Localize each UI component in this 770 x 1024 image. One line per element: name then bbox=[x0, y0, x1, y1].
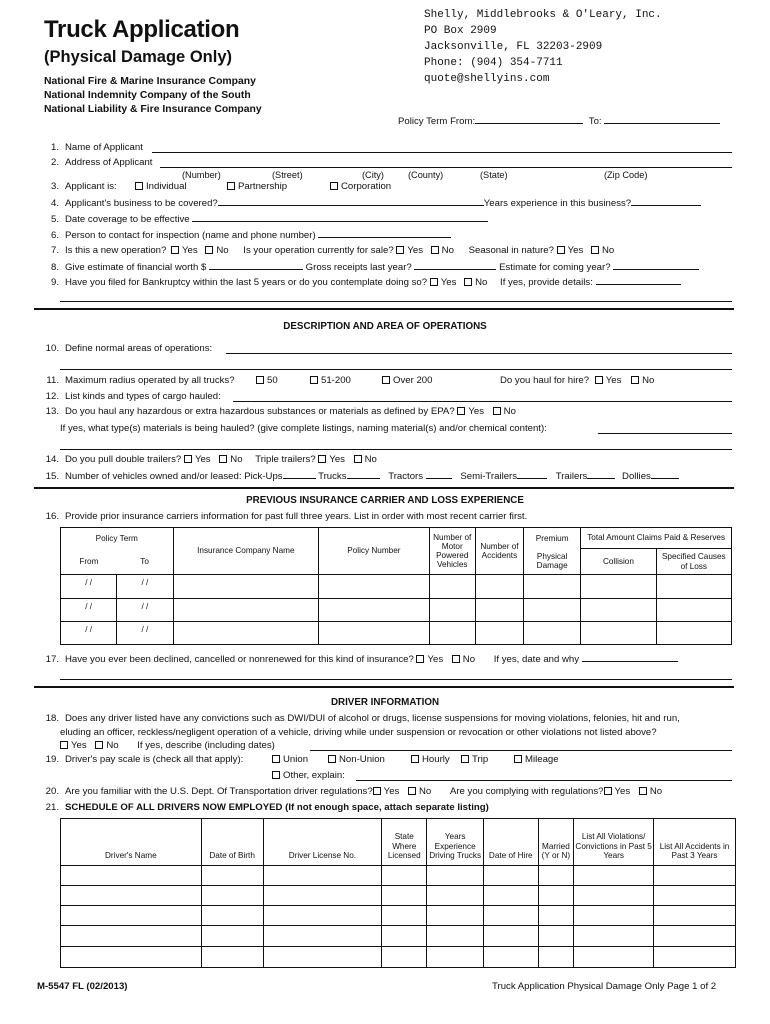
bankruptcy-details-line[interactable] bbox=[60, 301, 732, 302]
driver-hire-cell[interactable] bbox=[483, 906, 538, 926]
collision-cell[interactable] bbox=[581, 599, 656, 622]
premium-cell[interactable] bbox=[524, 622, 581, 645]
form-subtitle: (Physical Damage Only) bbox=[44, 48, 232, 66]
triple-yes[interactable] bbox=[318, 455, 326, 463]
header-collision: Collision bbox=[581, 549, 656, 575]
hire-yes[interactable] bbox=[595, 376, 603, 384]
company-cell[interactable] bbox=[173, 575, 319, 599]
driver-dob-cell[interactable] bbox=[201, 926, 263, 947]
dollies-field[interactable] bbox=[651, 470, 679, 479]
header-specified: Specified Causes of Loss bbox=[656, 549, 731, 575]
company-name: National Indemnity Company of the South bbox=[44, 90, 251, 101]
company-cell[interactable] bbox=[173, 599, 319, 622]
driver-name-cell[interactable] bbox=[61, 947, 202, 968]
driver-accidents-cell[interactable] bbox=[654, 906, 736, 926]
hazardous-yes[interactable] bbox=[457, 407, 465, 415]
to-date-cell[interactable]: / / bbox=[117, 575, 173, 599]
dot-familiar-no[interactable] bbox=[408, 787, 416, 795]
question-16: 16. Provide prior insurance carriers information for past full three years. List in order with most recent carrier first. bbox=[45, 511, 528, 522]
address-zip: (Zip Code) bbox=[604, 170, 648, 180]
trucks-field[interactable] bbox=[347, 470, 380, 479]
complying-yes[interactable] bbox=[604, 787, 612, 795]
driver-years-cell[interactable] bbox=[427, 926, 484, 947]
question-15: 15. Number of vehicles owned and/or leased: Pick-Ups Trucks Tractors Semi-Trailers Trailers Dollies bbox=[37, 470, 679, 482]
header-state: State Where Licensed bbox=[382, 819, 427, 866]
table-row bbox=[61, 599, 732, 622]
address-number: (Number) bbox=[182, 170, 221, 180]
page-number: Truck Application Physical Damage Only Page 1 of 2 bbox=[492, 981, 717, 992]
question-13: 13. Do you haul any hazardous or extra hazardous substances or materials as defined by EPA? Yes No bbox=[45, 406, 516, 417]
driver-name-cell[interactable] bbox=[61, 906, 202, 926]
driver-hire-cell[interactable] bbox=[483, 947, 538, 968]
header-hire: Date of Hire bbox=[483, 819, 538, 866]
driver-years-cell[interactable] bbox=[427, 906, 484, 926]
vehicles-cell[interactable] bbox=[429, 599, 475, 622]
for-sale-yes[interactable] bbox=[396, 246, 404, 254]
hazardous-materials-field[interactable] bbox=[598, 433, 732, 434]
driver-license-cell[interactable] bbox=[263, 886, 382, 906]
question-14: 14. Do you pull double trailers? Yes No Triple trailers? Yes No bbox=[45, 454, 377, 465]
table-row bbox=[61, 906, 736, 926]
new-op-no[interactable] bbox=[205, 246, 213, 254]
policy-term-from-label: Policy Term From: bbox=[398, 116, 476, 127]
company-cell[interactable] bbox=[173, 622, 319, 645]
address-county: (County) bbox=[408, 170, 444, 180]
pay-non-union[interactable]: Non-Union bbox=[328, 754, 385, 765]
checkbox-partnership[interactable]: Partnership bbox=[227, 181, 287, 192]
new-op-yes[interactable] bbox=[171, 246, 179, 254]
driver-violations-cell[interactable] bbox=[574, 947, 654, 968]
header-accidents: Number of Accidents bbox=[475, 528, 523, 575]
driver-state-cell[interactable] bbox=[382, 947, 427, 968]
driver-married-cell[interactable] bbox=[538, 906, 574, 926]
table-row bbox=[61, 947, 736, 968]
to-date-cell[interactable]: / / bbox=[117, 599, 173, 622]
driver-license-cell[interactable] bbox=[263, 926, 382, 947]
applicant-address-field[interactable] bbox=[160, 167, 732, 168]
driver-name-cell[interactable] bbox=[61, 926, 202, 947]
accidents-cell[interactable] bbox=[475, 575, 523, 599]
policy-number-cell[interactable] bbox=[319, 575, 429, 599]
driver-license-cell[interactable] bbox=[263, 866, 382, 886]
checkbox-individual[interactable]: Individual bbox=[135, 181, 187, 192]
question-5: 5. Date coverage to be effective bbox=[37, 213, 488, 225]
policy-term-from-field[interactable] bbox=[475, 115, 583, 124]
operations-area-line[interactable] bbox=[60, 369, 732, 370]
convictions-describe-field[interactable] bbox=[310, 750, 732, 751]
section-divider bbox=[34, 487, 734, 489]
from-date-cell[interactable]: / / bbox=[61, 575, 117, 599]
accidents-cell[interactable] bbox=[475, 622, 523, 645]
for-sale-no[interactable] bbox=[431, 246, 439, 254]
question-3: 3. Applicant is: bbox=[50, 181, 117, 192]
driver-state-cell[interactable] bbox=[382, 866, 427, 886]
driver-years-cell[interactable] bbox=[427, 947, 484, 968]
hire-no[interactable] bbox=[631, 376, 639, 384]
driver-hire-cell[interactable] bbox=[483, 926, 538, 947]
haul-for-hire: Do you haul for hire? Yes No bbox=[500, 375, 655, 386]
dot-familiar-yes[interactable] bbox=[373, 787, 381, 795]
table-row bbox=[61, 866, 736, 886]
agency-name: Shelly, Middlebrooks & O'Leary, Inc. bbox=[424, 9, 662, 21]
section-divider bbox=[34, 308, 734, 310]
checkbox-corporation[interactable]: Corporation bbox=[330, 181, 391, 192]
driver-violations-cell[interactable] bbox=[574, 926, 654, 947]
triple-no[interactable] bbox=[354, 455, 362, 463]
question-8: 8. Give estimate of financial worth $ Gross receipts last year? Estimate for coming year? bbox=[37, 261, 699, 273]
declined-reason-line[interactable] bbox=[60, 679, 732, 680]
policy-term bbox=[398, 115, 720, 127]
agency-phone: Phone: (904) 354-7711 bbox=[424, 57, 563, 69]
declined-reason-field[interactable] bbox=[582, 653, 678, 662]
policy-term-to-label: To: bbox=[588, 116, 602, 127]
agency-address: PO Box 2909 bbox=[424, 25, 497, 37]
seasonal-no[interactable] bbox=[591, 246, 599, 254]
hazardous-no[interactable] bbox=[493, 407, 501, 415]
driver-hire-cell[interactable] bbox=[483, 886, 538, 906]
driver-state-cell[interactable] bbox=[382, 926, 427, 947]
convictions-yes[interactable] bbox=[60, 741, 68, 749]
radius-over-200[interactable]: Over 200 bbox=[382, 375, 432, 386]
pay-other[interactable]: Other, explain: bbox=[272, 770, 345, 781]
business-covered-field[interactable] bbox=[218, 197, 484, 206]
question-6: 6. Person to contact for inspection (name and phone number) bbox=[37, 229, 451, 241]
bankruptcy-no[interactable] bbox=[464, 278, 472, 286]
seasonal-yes[interactable] bbox=[557, 246, 565, 254]
pickups-field[interactable] bbox=[283, 470, 316, 479]
carrier-table bbox=[60, 527, 732, 645]
question-17: 17. Have you ever been declined, cancelled or nonrenewed for this kind of insurance? Yes No If yes, date and why bbox=[37, 653, 678, 665]
collision-cell[interactable] bbox=[581, 622, 656, 645]
header-accidents: List All Accidents in Past 3 Years bbox=[654, 819, 736, 866]
table-row bbox=[61, 622, 732, 645]
to-date-cell[interactable]: / / bbox=[117, 622, 173, 645]
driver-state-cell[interactable] bbox=[382, 886, 427, 906]
from-date-cell[interactable]: / / bbox=[61, 599, 117, 622]
agency-email: quote@shellyins.com bbox=[424, 73, 550, 85]
hazardous-followup: If yes, what type(s) materials is being hauled? (give complete listings, naming material(s) and/or chemical content): bbox=[60, 423, 547, 434]
driver-state-cell[interactable] bbox=[382, 906, 427, 926]
header-license: Driver License No. bbox=[263, 819, 382, 866]
question-7: 7. Is this a new operation? Yes No Is your operation currently for sale? Yes No Seasonal in nature? Yes No bbox=[50, 245, 615, 256]
applicant-name-field[interactable] bbox=[152, 152, 732, 153]
complying-no[interactable] bbox=[639, 787, 647, 795]
driver-dob-cell[interactable] bbox=[201, 947, 263, 968]
header-from: From bbox=[61, 549, 117, 575]
years-experience-field[interactable] bbox=[631, 197, 701, 206]
declined-yes[interactable] bbox=[416, 655, 424, 663]
question-1: 1. Name of Applicant bbox=[50, 142, 143, 153]
company-name: National Fire & Marine Insurance Company bbox=[44, 76, 256, 87]
driver-accidents-cell[interactable] bbox=[654, 947, 736, 968]
address-state: (State) bbox=[480, 170, 508, 180]
question-9: 9. Have you filed for Bankruptcy within the last 5 years or do you contemplate doing so? Yes No If yes, provide details: bbox=[37, 276, 681, 288]
header-company: Insurance Company Name bbox=[173, 528, 319, 575]
driver-hire-cell[interactable] bbox=[483, 866, 538, 886]
driver-license-cell[interactable] bbox=[263, 906, 382, 926]
form-title: Truck Application bbox=[44, 16, 240, 43]
bankruptcy-yes[interactable] bbox=[430, 278, 438, 286]
hazardous-materials-line[interactable] bbox=[60, 449, 732, 450]
driver-accidents-cell[interactable] bbox=[654, 886, 736, 906]
table-row bbox=[61, 575, 732, 599]
from-date-cell[interactable]: / / bbox=[61, 622, 117, 645]
radius-50[interactable]: 50 bbox=[256, 375, 278, 386]
pay-other-field[interactable] bbox=[356, 780, 732, 781]
driver-violations-cell[interactable] bbox=[574, 886, 654, 906]
tractors-field[interactable] bbox=[426, 470, 452, 479]
driver-married-cell[interactable] bbox=[538, 947, 574, 968]
header-years: Years Experience Driving Trucks bbox=[427, 819, 484, 866]
header-violations: List All Violations/ Convictions in Past 5 Years bbox=[574, 819, 654, 866]
semi-trailers-field[interactable] bbox=[517, 470, 547, 479]
declined-no[interactable] bbox=[452, 655, 460, 663]
header-policy-term: Policy Term bbox=[61, 528, 174, 549]
specified-cell[interactable] bbox=[656, 575, 731, 599]
driver-name-cell[interactable] bbox=[61, 886, 202, 906]
driver-violations-cell[interactable] bbox=[574, 906, 654, 926]
driver-dob-cell[interactable] bbox=[201, 886, 263, 906]
driver-years-cell[interactable] bbox=[427, 866, 484, 886]
driver-license-cell[interactable] bbox=[263, 947, 382, 968]
question-18: 18. Does any driver listed have any convictions such as DWI/DUI of alcohol or drugs, license suspensions for moving violations, felonies, hit and run, bbox=[45, 713, 680, 724]
header-vehicles: Number of Motor Powered Vehicles bbox=[429, 528, 475, 575]
financial-worth-field[interactable] bbox=[209, 261, 303, 270]
policy-number-cell[interactable] bbox=[319, 622, 429, 645]
section-previous-insurance-heading: PREVIOUS INSURANCE CARRIER AND LOSS EXPERIENCE bbox=[246, 495, 524, 506]
driver-married-cell[interactable] bbox=[538, 926, 574, 947]
company-name: National Liability & Fire Insurance Company bbox=[44, 104, 262, 115]
inspection-contact-field[interactable] bbox=[318, 229, 451, 238]
bankruptcy-details-field[interactable] bbox=[596, 276, 681, 285]
operations-area-field[interactable] bbox=[226, 353, 732, 354]
question-2: 2. Address of Applicant bbox=[50, 157, 153, 168]
pay-trip[interactable]: Trip bbox=[461, 754, 488, 765]
driver-name-cell[interactable] bbox=[61, 866, 202, 886]
agency-city: Jacksonville, FL 32203-2909 bbox=[424, 41, 603, 53]
driver-dob-cell[interactable] bbox=[201, 906, 263, 926]
question-20: 20. Are you familiar with the U.S. Dept. Of Transportation driver regulations? Yes No Are you complying with regulations? Yes No bbox=[45, 786, 663, 797]
policy-term-to-field[interactable] bbox=[604, 115, 720, 124]
specified-cell[interactable] bbox=[656, 599, 731, 622]
header-dob: Date of Birth bbox=[201, 819, 263, 866]
driver-accidents-cell[interactable] bbox=[654, 926, 736, 947]
double-yes[interactable] bbox=[184, 455, 192, 463]
radius-51-200[interactable]: 51-200 bbox=[310, 375, 351, 386]
gross-receipts-field[interactable] bbox=[414, 261, 496, 270]
table-row bbox=[61, 886, 736, 906]
premium-cell[interactable] bbox=[524, 575, 581, 599]
coverage-date-field[interactable] bbox=[192, 213, 488, 222]
vehicles-cell[interactable] bbox=[429, 575, 475, 599]
section-operations-heading: DESCRIPTION AND AREA OF OPERATIONS bbox=[283, 321, 487, 332]
driver-dob-cell[interactable] bbox=[201, 866, 263, 886]
form-number: M-5547 FL (02/2013) bbox=[37, 981, 128, 992]
driver-accidents-cell[interactable] bbox=[654, 866, 736, 886]
specified-cell[interactable] bbox=[656, 622, 731, 645]
question-4: 4. Applicant's business to be covered? Years experience in this business? bbox=[37, 197, 701, 209]
header-married: Married (Y or N) bbox=[538, 819, 574, 866]
policy-number-cell[interactable] bbox=[319, 599, 429, 622]
header-to: To bbox=[117, 549, 173, 575]
question-10: 10. Define normal areas of operations: bbox=[45, 343, 213, 354]
question-21: 21. SCHEDULE OF ALL DRIVERS NOW EMPLOYED (If not enough space, attach separate listing) bbox=[45, 802, 489, 813]
address-city: (City) bbox=[362, 170, 384, 180]
table-row bbox=[61, 926, 736, 947]
driver-married-cell[interactable] bbox=[538, 866, 574, 886]
driver-violations-cell[interactable] bbox=[574, 866, 654, 886]
collision-cell[interactable] bbox=[581, 575, 656, 599]
section-divider bbox=[34, 686, 734, 688]
double-no[interactable] bbox=[219, 455, 227, 463]
question-12: 12. List kinds and types of cargo hauled: bbox=[45, 391, 221, 402]
question-18-answer: Yes No If yes, describe (including dates) bbox=[60, 740, 275, 751]
header-physical-damage: Physical Damage bbox=[524, 549, 581, 575]
premium-cell[interactable] bbox=[524, 599, 581, 622]
pay-hourly[interactable]: Hourly bbox=[411, 754, 450, 765]
cargo-field[interactable] bbox=[233, 401, 732, 402]
question-18-line2: eluding an officer, reckless/negligent operation of a vehicle, driving while under suspension or revocation or other violations not listed above? bbox=[60, 727, 657, 738]
question-19: 19. Driver's pay scale is (check all that apply): bbox=[45, 754, 244, 765]
header-premium: Premium bbox=[524, 528, 581, 549]
estimate-field[interactable] bbox=[613, 261, 699, 270]
section-driver-heading: DRIVER INFORMATION bbox=[330, 697, 440, 708]
vehicles-cell[interactable] bbox=[429, 622, 475, 645]
header-policy-number: Policy Number bbox=[319, 528, 429, 575]
question-11: 11. Maximum radius operated by all trucks? bbox=[46, 375, 235, 386]
address-street: (Street) bbox=[272, 170, 303, 180]
trailers-field[interactable] bbox=[587, 470, 615, 479]
pay-mileage[interactable]: Mileage bbox=[514, 754, 559, 765]
accidents-cell[interactable] bbox=[475, 599, 523, 622]
driver-years-cell[interactable] bbox=[427, 886, 484, 906]
driver-married-cell[interactable] bbox=[538, 886, 574, 906]
convictions-no[interactable] bbox=[95, 741, 103, 749]
drivers-table bbox=[60, 818, 736, 968]
header-claims: Total Amount Claims Paid & Reserves bbox=[581, 528, 732, 549]
header-driver-name: Driver's Name bbox=[61, 819, 202, 866]
pay-union[interactable]: Union bbox=[272, 754, 308, 765]
